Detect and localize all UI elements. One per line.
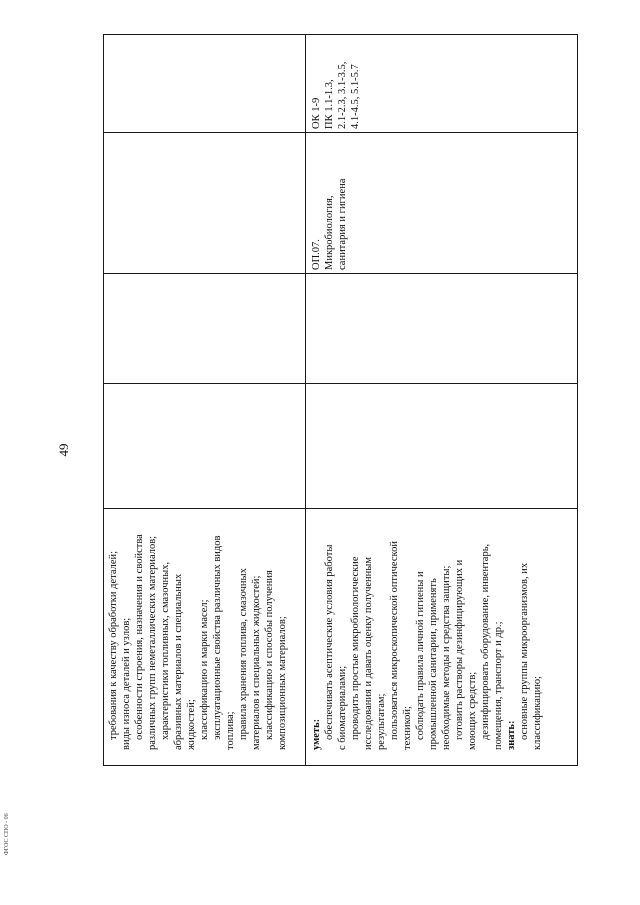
text-line: различных групп неметаллических материалов; [147, 535, 158, 750]
text-line: готовить растворы дезинфицирующих и [454, 559, 465, 740]
text-line: дезинфицировать оборудование, инвентарь, [480, 543, 491, 740]
text-line: абразивных материалов и специальных [173, 573, 184, 750]
text-line: исследования и давать оценку полученным [363, 557, 374, 750]
competencies-cell [310, 34, 362, 129]
footer-code: ФГОС СПО - 06 [4, 813, 10, 855]
text-line: проводить простые микробиологические [350, 556, 361, 740]
text-line: требования к качеству обработки деталей; [108, 550, 119, 740]
skills-heading: уметь: [311, 718, 322, 750]
discipline-name-line: санитария и гигиена [337, 178, 348, 270]
text-line: классификацию; [532, 676, 543, 750]
text-line: классификацию и способы получения [264, 570, 275, 740]
text-line: правила хранения топлива, смазочных [238, 568, 249, 740]
column-line-3 [103, 383, 578, 384]
text-line: топлива; [225, 711, 236, 750]
text-line: жидкостей; [186, 699, 197, 750]
table-border-right [577, 34, 578, 766]
text-line: композиционных материалов; [277, 616, 288, 750]
table-border-bottom [103, 765, 578, 766]
text-line: с биоматериалами; [337, 665, 348, 750]
text-line: эксплуатационные свойства различных видов [212, 535, 223, 740]
competency-line: ОК 1-9 [311, 97, 322, 129]
row2-skills-text [310, 515, 544, 750]
text-line: материалов и специальных жидкостей; [251, 575, 262, 750]
column-line-4 [103, 508, 578, 509]
text-line: необходимые методы и средства защиты; [441, 565, 452, 750]
competency-line: 2.1-2.3, 3.1-3.5, [337, 61, 348, 129]
text-line: промышленной санитарии, применять [428, 578, 439, 750]
column-line-1 [103, 132, 578, 133]
text-line: пользоваться микроскопической оптической [389, 541, 400, 740]
knowledge-heading: знать: [506, 720, 517, 750]
competency-line: ПК 1.1-1.3, [324, 79, 335, 129]
discipline-code: ОП.07. [311, 239, 322, 270]
text-line: особенности строения, назначения и свойства [134, 534, 145, 740]
text-line: моющих средств; [467, 671, 478, 750]
column-line-2 [103, 273, 578, 274]
competency-line: 4.1-4.5, 5.1-5.7 [350, 64, 361, 129]
text-line: результатам; [376, 693, 387, 750]
row1-knowledge-text [107, 515, 289, 750]
row-divider [305, 34, 306, 766]
table-border-left [103, 34, 104, 766]
text-line: характеристики топливных, смазочных, [160, 561, 171, 740]
page-number: 49 [56, 443, 71, 457]
text-line: соблюдать правила личной гигиены и [415, 571, 426, 740]
text-line: классификацию и марки масел; [199, 599, 210, 740]
text-line: обеспечивать асептические условия работы [324, 544, 335, 740]
text-line: помещения, транспорт и др.; [493, 621, 504, 750]
discipline-cell [310, 135, 349, 270]
text-line: основные группы микроорганизмов, их [519, 562, 530, 740]
text-line: техникой; [402, 706, 413, 750]
text-line: виды износа деталей и узлов; [121, 617, 132, 750]
discipline-name-line: Микробиология, [324, 195, 335, 270]
